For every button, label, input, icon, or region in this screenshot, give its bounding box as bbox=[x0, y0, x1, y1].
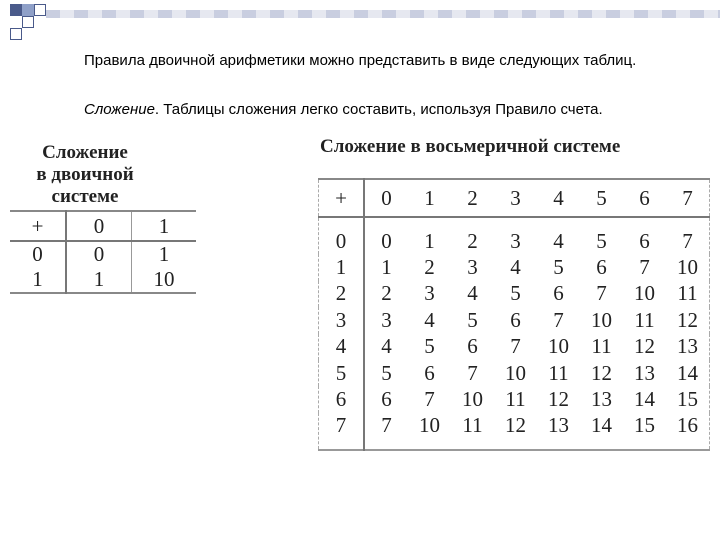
row-label-cell: 7 bbox=[319, 413, 365, 450]
table-cell: 6 bbox=[424, 360, 435, 385]
decor-square-dark bbox=[10, 4, 22, 16]
table-cell: 13 bbox=[677, 334, 698, 359]
row-label-cell: 6 bbox=[319, 386, 365, 412]
table-row bbox=[319, 217, 710, 254]
table-cell: 10 bbox=[153, 267, 175, 291]
table-cell: 4 bbox=[467, 281, 478, 306]
table-row bbox=[319, 281, 710, 307]
header-cell: 5 bbox=[580, 179, 623, 217]
row-label-cell: 4 bbox=[319, 334, 365, 360]
table-row bbox=[10, 267, 196, 293]
table-cell: 7 bbox=[553, 307, 564, 332]
table-row bbox=[319, 360, 710, 386]
table-cell: 15 bbox=[677, 387, 698, 412]
table-cell: 6 bbox=[596, 255, 607, 280]
table-row bbox=[319, 254, 710, 280]
table-row bbox=[319, 413, 710, 450]
decor-square-outline bbox=[34, 4, 46, 16]
table-row bbox=[319, 334, 710, 360]
table-cell: 10 bbox=[677, 255, 698, 280]
table-cell: 14 bbox=[634, 387, 655, 412]
binary-table-caption bbox=[20, 142, 150, 208]
table-cell: 4 bbox=[510, 255, 521, 280]
binary-caption-line: Сложение bbox=[42, 142, 128, 163]
table-cell: 6 bbox=[467, 334, 478, 359]
table-cell: 5 bbox=[553, 255, 564, 280]
table-cell: 5 bbox=[467, 307, 478, 332]
table-cell: 12 bbox=[677, 307, 698, 332]
table-cell: 12 bbox=[548, 387, 569, 412]
table-cell: 6 bbox=[510, 307, 521, 332]
table-cell: 1 bbox=[66, 267, 131, 293]
table-cell: 10 bbox=[462, 387, 483, 412]
table-cell: 16 bbox=[677, 413, 698, 438]
header-cell: 1 bbox=[408, 179, 451, 217]
addition-term: Сложение bbox=[84, 101, 155, 118]
table-cell: 13 bbox=[634, 360, 655, 385]
table-cell: 6 bbox=[553, 281, 564, 306]
table-cell: 12 bbox=[634, 334, 655, 359]
table-cell: 13 bbox=[548, 413, 569, 438]
table-cell: 7 bbox=[381, 413, 392, 438]
addition-rest: . Таблицы сложения легко составить, используя Правило счета. bbox=[154, 101, 603, 118]
table-cell: 3 bbox=[424, 281, 435, 306]
row-label-cell: 1 bbox=[10, 267, 66, 293]
table-cell: 7 bbox=[639, 255, 650, 280]
table-cell: 7 bbox=[596, 281, 607, 306]
table-cell: 4 bbox=[424, 307, 435, 332]
header-cell: 3 bbox=[494, 179, 537, 217]
table-cell: 3 bbox=[381, 307, 392, 332]
decor-square-outline bbox=[10, 28, 22, 40]
intro-text: Правила двоичной арифметики можно представить в виде следующих таблиц. bbox=[84, 52, 637, 69]
table-cell: 14 bbox=[677, 360, 698, 385]
row-label-cell: 3 bbox=[319, 307, 365, 333]
table-cell: 11 bbox=[677, 281, 698, 306]
table-cell: 5 bbox=[381, 360, 392, 385]
table-cell: 1 bbox=[424, 228, 435, 253]
table-cell: 0 bbox=[66, 241, 131, 267]
table-cell: 11 bbox=[505, 387, 526, 412]
table-cell: 11 bbox=[591, 334, 612, 359]
table-cell: 11 bbox=[462, 413, 483, 438]
header-cell: 4 bbox=[537, 179, 580, 217]
binary-caption-line: системе bbox=[51, 186, 119, 207]
table-cell: 3 bbox=[510, 228, 521, 253]
addition-text bbox=[84, 100, 714, 120]
row-label-cell: 0 bbox=[319, 217, 365, 254]
table-cell: 10 bbox=[505, 360, 526, 385]
table-cell: 4 bbox=[381, 334, 392, 359]
table-cell: 7 bbox=[467, 360, 478, 385]
row-label-cell: 2 bbox=[319, 281, 365, 307]
header-cell: 0 bbox=[364, 179, 408, 217]
header-cell: + bbox=[319, 179, 365, 217]
table-cell: 10 bbox=[591, 307, 612, 332]
binary-addition-table bbox=[10, 210, 196, 294]
table-header-row bbox=[10, 211, 196, 241]
table-row bbox=[10, 241, 196, 267]
table-header-row bbox=[319, 179, 710, 217]
decor-square-light bbox=[22, 4, 34, 16]
table-cell: 10 bbox=[548, 334, 569, 359]
table-cell: 2 bbox=[467, 228, 478, 253]
decor-top-bar bbox=[46, 10, 720, 18]
table-cell: 4 bbox=[553, 228, 564, 253]
table-cell: 6 bbox=[381, 387, 392, 412]
header-cell: 0 bbox=[66, 211, 131, 241]
table-cell: 11 bbox=[634, 307, 655, 332]
table-row bbox=[319, 307, 710, 333]
binary-caption-line: в двоичной bbox=[36, 164, 134, 185]
table-cell: 13 bbox=[591, 387, 612, 412]
table-cell: 5 bbox=[424, 334, 435, 359]
octal-addition-table bbox=[318, 178, 710, 451]
header-cell: 6 bbox=[623, 179, 666, 217]
table-cell: 7 bbox=[510, 334, 521, 359]
header-cell: 2 bbox=[451, 179, 494, 217]
table-cell: 10 bbox=[419, 413, 440, 438]
row-label-cell: 0 bbox=[10, 241, 66, 267]
table-cell: 3 bbox=[467, 255, 478, 280]
table-cell: 6 bbox=[639, 228, 650, 253]
table-cell: 1 bbox=[158, 242, 170, 266]
table-cell: 11 bbox=[548, 360, 569, 385]
row-label-cell: 1 bbox=[319, 254, 365, 280]
table-cell: 7 bbox=[424, 387, 435, 412]
header-cell: 7 bbox=[666, 179, 710, 217]
table-cell: 7 bbox=[682, 228, 693, 253]
header-cell: + bbox=[10, 211, 66, 241]
table-cell: 0 bbox=[381, 228, 392, 253]
table-cell: 14 bbox=[591, 413, 612, 438]
table-cell: 12 bbox=[591, 360, 612, 385]
row-label-cell: 5 bbox=[319, 360, 365, 386]
octal-table-caption: Сложение в восьмеричной системе bbox=[320, 136, 621, 157]
table-cell: 2 bbox=[424, 255, 435, 280]
table-row bbox=[319, 386, 710, 412]
table-cell: 5 bbox=[510, 281, 521, 306]
table-cell: 1 bbox=[381, 255, 392, 280]
decor-square-outline bbox=[22, 16, 34, 28]
table-cell: 10 bbox=[634, 281, 655, 306]
table-cell: 2 bbox=[381, 281, 392, 306]
table-cell: 5 bbox=[596, 228, 607, 253]
table-cell: 12 bbox=[505, 413, 526, 438]
table-cell: 15 bbox=[634, 413, 655, 438]
header-cell: 1 bbox=[131, 211, 196, 241]
